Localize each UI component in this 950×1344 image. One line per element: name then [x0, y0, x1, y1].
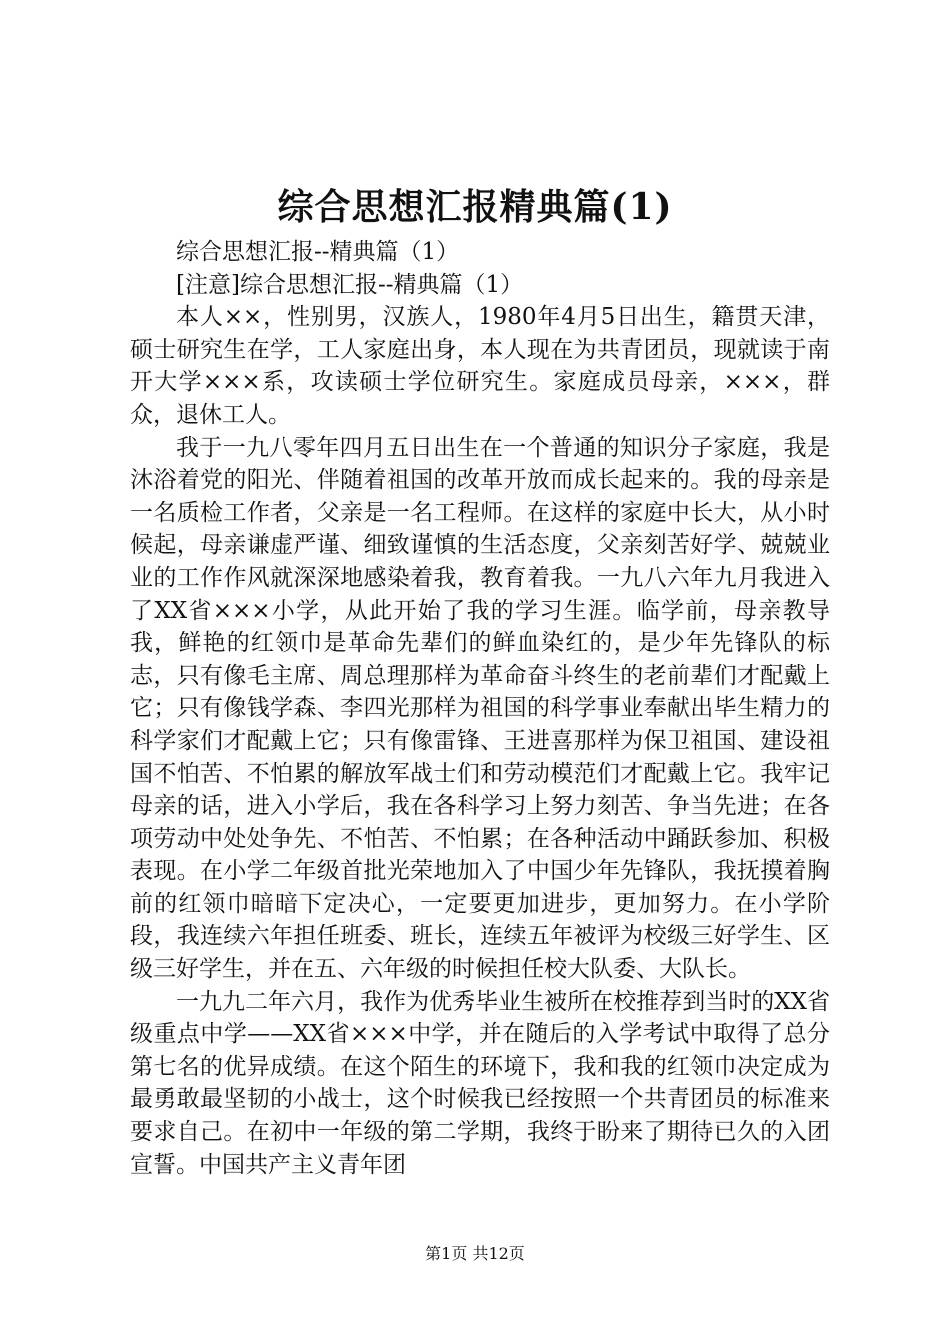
page-footer: 第1页 共12页 [425, 1244, 525, 1263]
paragraph-subtitle: 综合思想汇报--精典篇（1） [176, 239, 460, 265]
paragraph-note: [注意]综合思想汇报--精典篇（1） [176, 271, 524, 298]
paragraph-childhood: 我于一九八零年四月五日出生在一个普通的知识分子家庭，我是沐浴着党的阳光、伴随着祖国的改革开放而成长起来的。我的母亲是一名质检工作者，父亲是一名工程师。在这样的家庭中长大，从小时候起，母亲谦虚严谨、细致谨慎的生活态度，父亲刻苦好学、兢兢业业的工作作风就深深地感染着我，教育着我。一九八六年九月我进入了XX省×××小学，从此开始了我的学习生涯。临学前，母亲教导我，鲜艳的红领巾是革命先辈们的鲜血染红的，是少年先锋队的标志，只有像毛主席、周总理那样为革命奋斗终生的老前辈们才配戴上它；只有像钱学森、李四光那样为祖国的科学事业奉献出毕生精力的科学家们才配戴上它；只有像雷锋、王进喜那样为保卫祖国、建设祖国不怕苦、不怕累的解放军战士们和劳动模范们才配戴上它。我牢记母亲的话，进入小学后，我在各科学习上努力刻苦、争当先进；在各项劳动中处处争先、不怕苦、不怕累；在各种活动中踊跃参加、积极表现。在小学二年级首批光荣地加入了中国少年先锋队，我抚摸着胸前的红领巾暗暗下定决心，一定要更加进步，更加努力。在小学阶段，我连续六年担任班委、班长，连续五年被评为校级三好学生、区级三好学生，并在五、六年级的时候担任校大队委、大队长。 [130, 434, 830, 983]
document-title: 综合思想汇报精典篇(1) [277, 186, 673, 228]
document-body [130, 236, 830, 1181]
paragraph-intro: 本人××，性别男，汉族人，1980年4月5日出生，籍贯天津，硕士研究生在学，工人家庭出身，本人现在为共青团员，现就读于南开大学×××系，攻读硕士学位研究生。家庭成员母亲，×××，群众，退休工人。 [130, 304, 830, 428]
paragraph-middle-school: 一九九二年六月，我作为优秀毕业生被所在校推荐到当时的XX省级重点中学——XX省×××中学，并在随后的入学考试中取得了总分第七名的优异成绩。在这个陌生的环境下，我和我的红领巾决定成为最勇敢最坚韧的小战士，这个时候我已经按照一个共青团员的标准来要求自己。在初中一年级的第二学期，我终于盼来了期待已久的入团宣誓。中国共产主义青年团 [130, 988, 830, 1178]
